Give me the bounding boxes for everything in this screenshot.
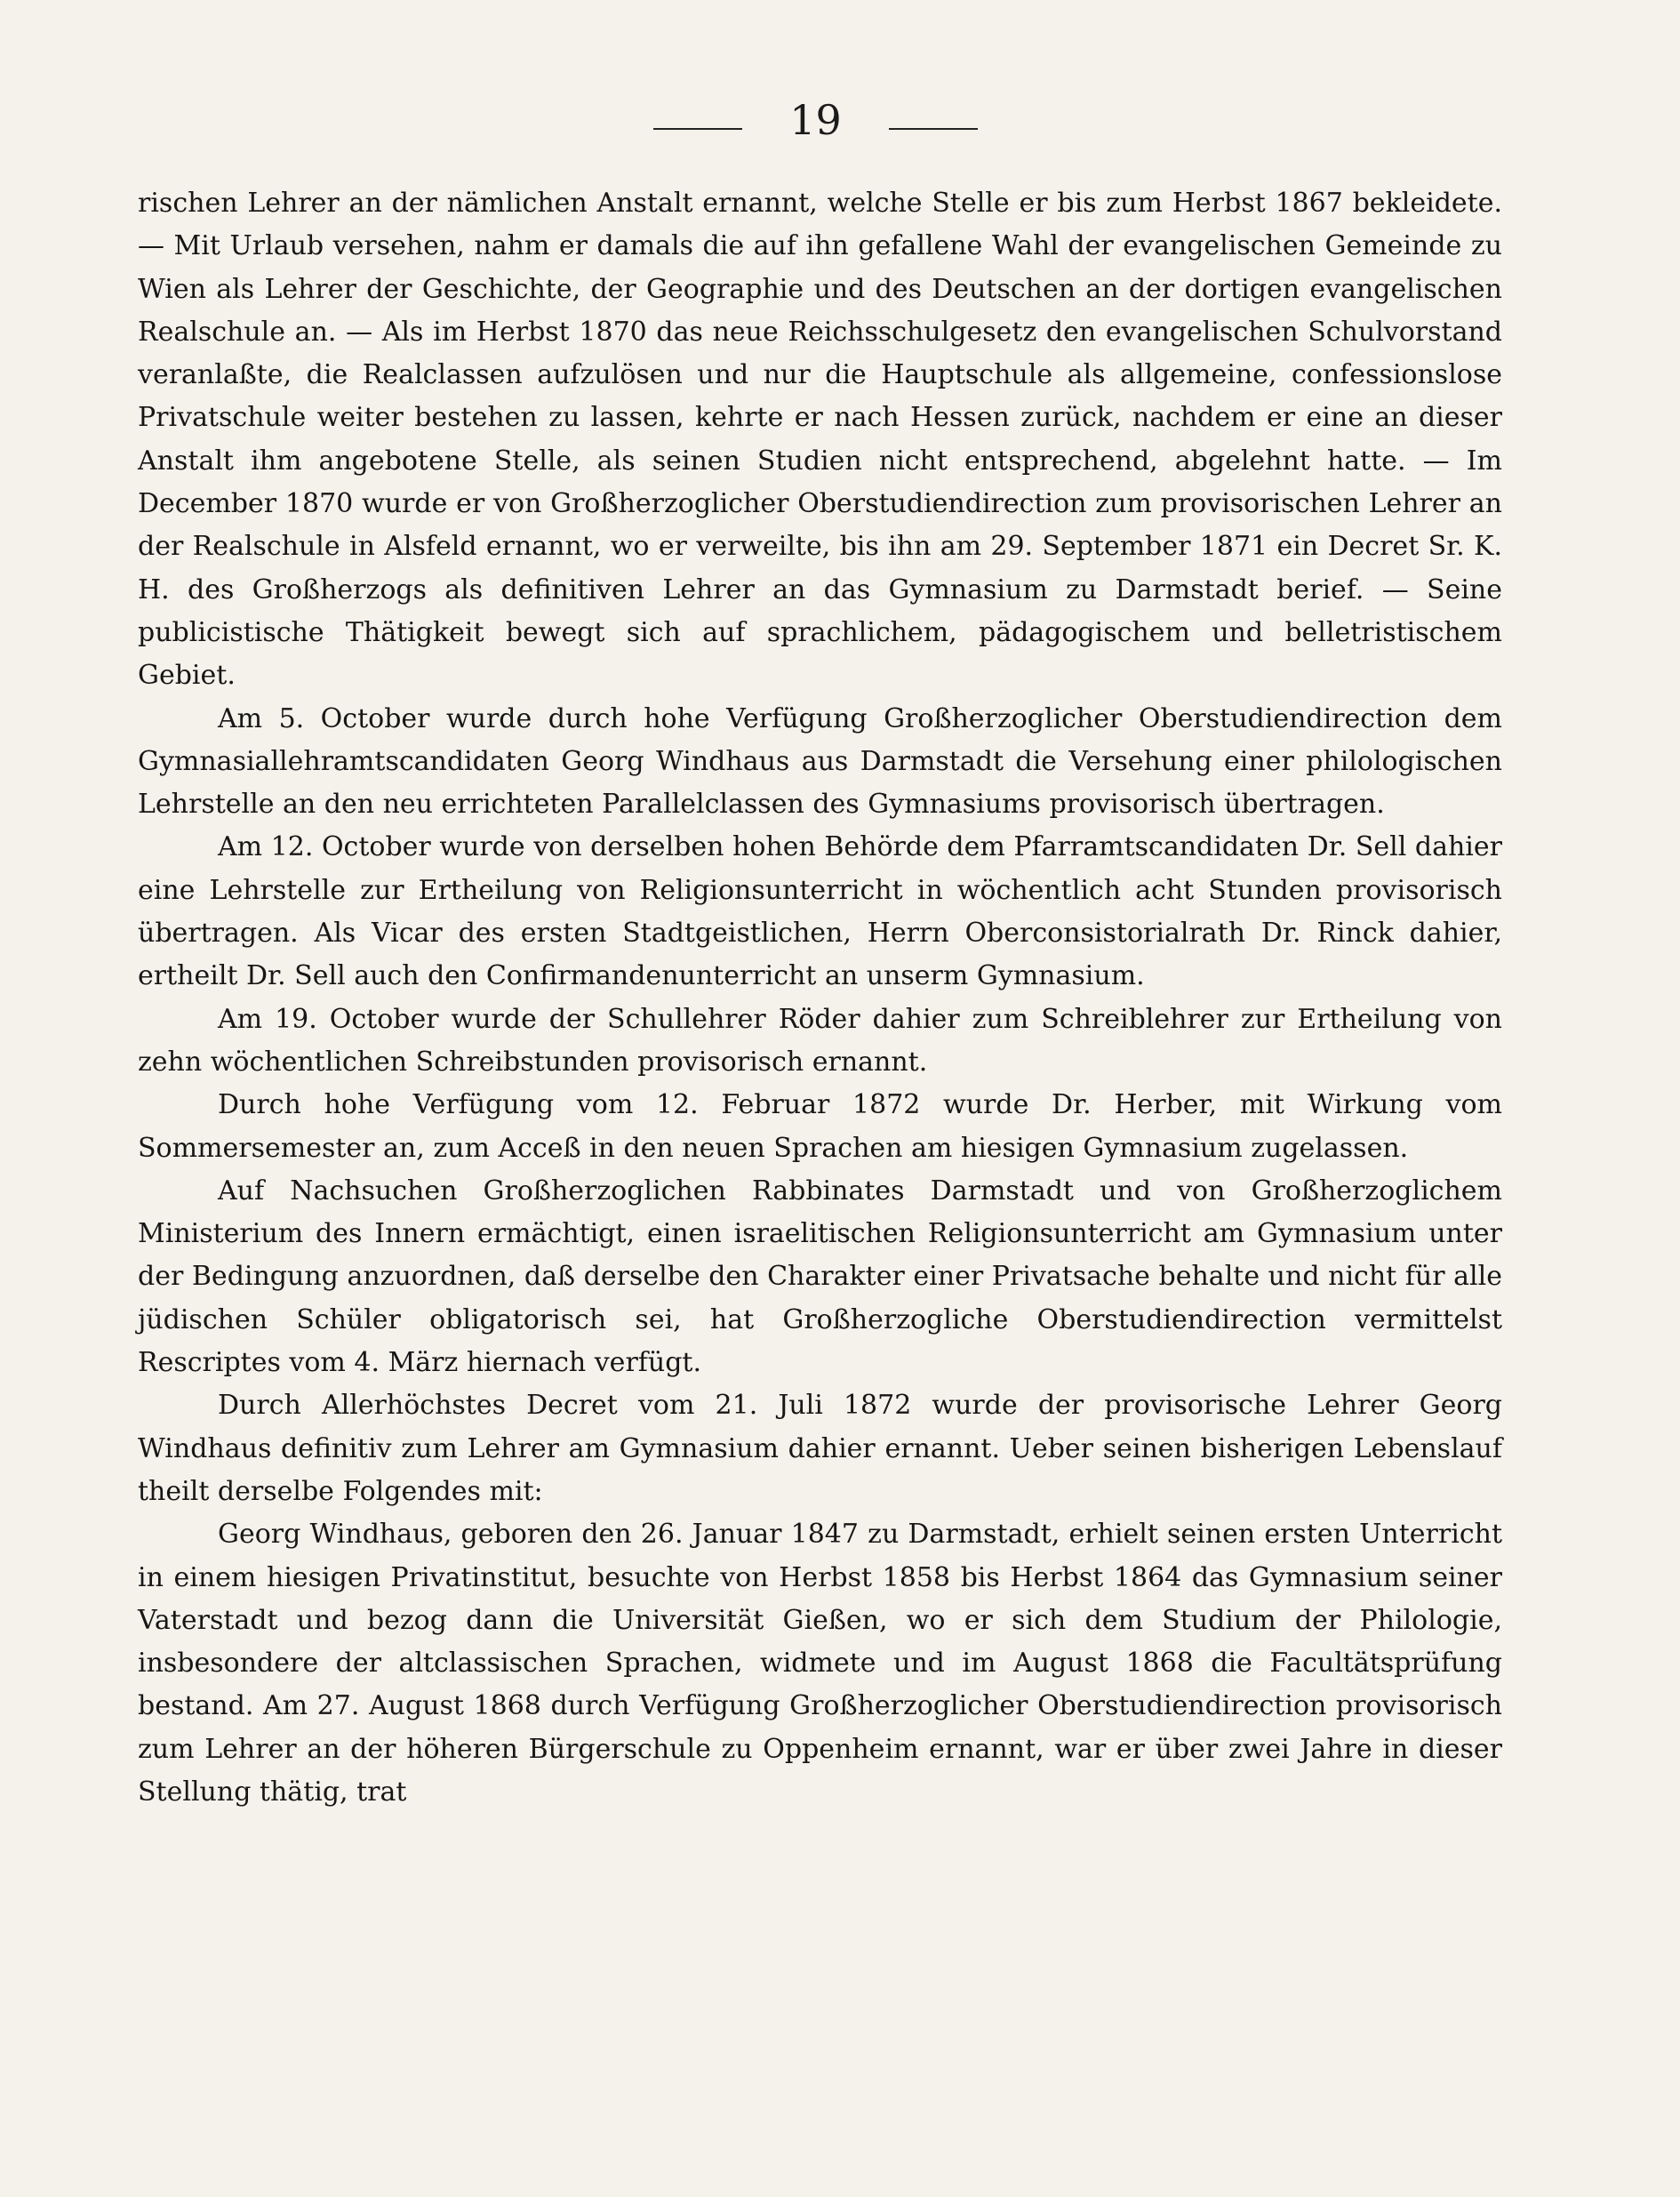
paragraph-6: Auf Nachsuchen Großherzoglichen Rabbinates Darmstadt und von Großherzoglichem Ministerium des Innern ermächtigt, einen israelitischen Religionsunterricht am Gymnasium unter der Bedingung anzuordnen, daß derselbe den Charakter einer Privatsache behalte und nicht für alle jüdischen Schüler obligatorisch sei, hat Großherzogliche Oberstudiendirection vermittelst Rescriptes vom 4. März hiernach verfügt. [138, 1175, 1502, 1379]
paragraph-3: Am 12. October wurde von derselben hohen Behörde dem Pfarramtscandidaten Dr. Sell dahier eine Lehrstelle zur Ertheilung von Religionsunterricht in wöchentlich acht Stunden provisorisch übertragen. Als Vicar des ersten Stadtgeistlichen, Herrn Oberconsistorialrath Dr. Rinck dahier, ertheilt Dr. Sell auch den Confirmandenunterricht an unserm Gymnasium. [138, 831, 1502, 992]
header-rule-right [889, 128, 978, 130]
paragraph-8: Georg Windhaus, geboren den 26. Januar 1847 zu Darmstadt, erhielt seinen ersten Unterricht in einem hiesigen Privatinstitut, besuchte von Herbst 1858 bis Herbst 1864 das Gymnasium seiner Vaterstadt und bezog dann die Universität Gießen, wo er sich dem Studium der Philologie, insbesondere der altclassischen Sprachen, widmete und im August 1868 die Facultätsprüfung bestand. Am 27. August 1868 durch Verfügung Großherzoglicher Oberstudiendirection provisorisch zum Lehrer an der höheren Bürgerschule zu Oppenheim ernannt, war er über zwei Jahre in dieser Stellung thätig, trat [138, 1519, 1502, 1808]
paragraph-2: Am 5. October wurde durch hohe Verfügung Großherzoglicher Oberstudiendirection dem Gymnasiallehramtscandidaten Georg Windhaus aus Darmstadt die Versehung einer philologischen Lehrstelle an den neu errichteten Parallelclassen des Gymnasiums provisorisch übertragen. [138, 702, 1502, 821]
paragraph-7: Durch Allerhöchstes Decret vom 21. Juli 1872 wurde der provisorische Lehrer Georg Windhaus definitiv zum Lehrer am Gymnasium dahier ernannt. Ueber seinen bisherigen Lebenslauf theilt derselbe Folgendes mit: [138, 1390, 1502, 1507]
paragraph-5: Durch hohe Verfügung vom 12. Februar 1872 wurde Dr. Herber, mit Wirkung vom Sommersemester an, zum Acceß in den neuen Sprachen am hiesigen Gymnasium zugelassen. [138, 1089, 1502, 1164]
paragraph-4: Am 19. October wurde der Schullehrer Röder dahier zum Schreiblehrer zur Ertheilung von zehn wöchentlichen Schreibstunden provisorisch ernannt. [138, 1003, 1502, 1078]
page-number: 19 [789, 96, 842, 144]
paragraph-1: rischen Lehrer an der nämlichen Anstalt ernannt, welche Stelle er bis zum Herbst 1867 bekleidete. — Mit Urlaub versehen, nahm er damals die auf ihn gefallene Wahl der evangelischen Gemeinde zu Wien als Lehrer der Geschichte, der Geographie und des Deutschen an der dortigen evangelischen Realschule an. — Als im Herbst 1870 das neue Reichsschulgesetz den evangelischen Schulvorstand veranlaßte, die Realclassen aufzulösen und nur die Hauptschule als allgemeine, confessionslose Privatschule weiter bestehen zu lassen, kehrte er nach Hessen zurück, nachdem er eine an dieser Anstalt ihm angebotene Stelle, als seinen Studien nicht entsprechend, abgelehnt hatte. — Im December 1870 wurde er von Großherzoglicher Oberstudiendirection zum provisorischen Lehrer an der Realschule in Alsfeld ernannt, wo er verweilte, bis ihn am 29. September 1871 ein Decret Sr. K. H. des Großherzogs als definitiven Lehrer an das Gymnasium zu Darmstadt berief. — Seine publicistische Thätigkeit bewegt sich auf sprachlichem, pädagogischem und belletristischem Gebiet. [138, 188, 1502, 692]
page-header [0, 89, 1680, 160]
header-rule-left [653, 128, 742, 130]
body-text [138, 182, 1502, 1814]
